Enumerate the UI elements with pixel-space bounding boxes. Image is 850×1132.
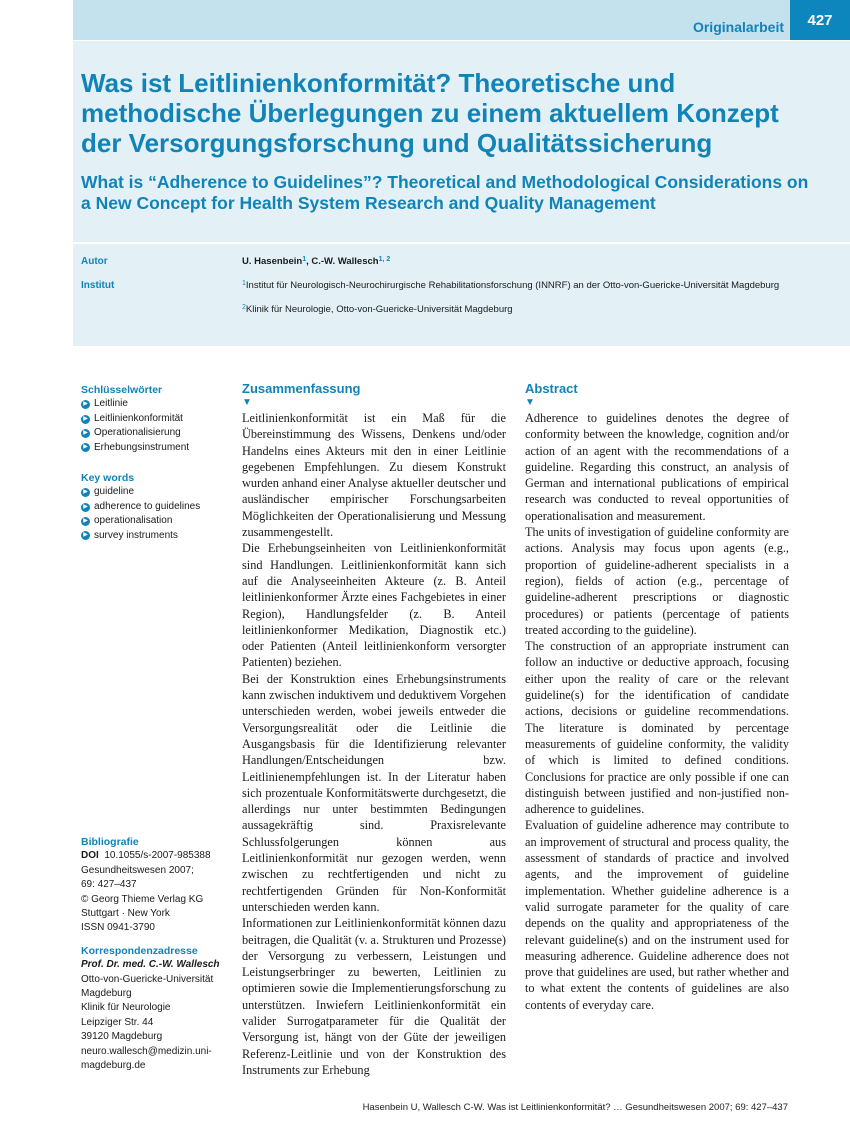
author-list	[242, 256, 802, 268]
institute-label: Institut	[81, 280, 115, 291]
biblio-line: Stuttgart · New York	[81, 908, 170, 920]
keyword-de-item: ▶ Erhebungsinstrument	[81, 441, 231, 455]
section-marker-icon: ▼	[242, 397, 252, 408]
page-number: 427	[790, 0, 850, 40]
keywords-en-heading: Key words	[81, 472, 135, 485]
author-separator: ,	[306, 256, 312, 267]
keyword-en-item: ▶ survey instruments	[81, 529, 231, 543]
biblio-line: Gesundheitswesen 2007;	[81, 864, 194, 876]
correspondence-line: Leipziger Str. 44	[81, 1016, 154, 1028]
keyword-en-item: ▶ guideline	[81, 485, 231, 499]
biblio-line: © Georg Thieme Verlag KG	[81, 893, 204, 905]
title-box	[73, 41, 850, 242]
correspondence-line: 39120 Magdeburg	[81, 1031, 163, 1043]
institute-1-number: 1	[242, 280, 246, 287]
zusammenfassung-body	[242, 410, 506, 1078]
author-box	[73, 244, 850, 346]
paragraph: Leitlinienkonformität ist ein Maß für die Übereinstimmung des Wissens, Denkens und/oder Handelns eines Akteurs mit den in einer Leitlinie gegebenen Empfehlungen. Zu diesem Konstrukt wurden anhand einer Analyse aktueller deutscher und ausländischer empirischer Forschungsarbeiten Möglichkeiten der Operationalisierung und Messung zusammengestellt.	[242, 411, 506, 540]
paragraph: Adherence to guidelines denotes the degree of conformity between the knowledge, cognition and/or action of an agent with the recommendations of a guideline. Regarding this construct, an analysis of German and international publications of empirical research was conducted to reveal opportunities of operationalisation and measurement.	[525, 411, 789, 523]
zusammenfassung-column	[242, 381, 506, 1078]
arrow-circle-icon: ▶	[81, 488, 90, 497]
arrow-circle-icon: ▶	[81, 443, 90, 452]
keyword-de-item: ▶ Leitlinienkonformität	[81, 412, 231, 426]
institute-2	[242, 304, 802, 316]
arrow-circle-icon: ▶	[81, 531, 90, 540]
article-title-german: Was ist Leitlinienkonformität? Theoretische und methodische Überlegungen zu einem aktuellem Konzept der Versorgungsforschung und Qualitätssicherung	[81, 68, 779, 158]
author-2: C.-W. Wallesch	[311, 256, 379, 267]
doi-line	[81, 849, 231, 863]
correspondence-line: Otto-von-Guericke-Universität	[81, 973, 214, 985]
paragraph: The construction of an appropriate instrument can follow an inductive or deductive approach, focusing either upon the reality of care or the relevant guideline(s) for the identification of candidate actions, decisions or guideline recommendations. The literature is dominated by percentage measurements of guideline conformity, the validity of which is limited to defined conditions. Conclusions for practice are only possible if one can distinguish between justified and non-justified non-adherence to guidelines.	[525, 639, 789, 817]
header-bar	[73, 0, 850, 40]
author-1-affiliation: 1	[302, 256, 307, 263]
keyword-en-item: ▶ operationalisation	[81, 514, 231, 528]
article-title-english: What is “Adherence to Guidelines”? Theoretical and Methodological Considerations on a New Concept for Health System Research and Quality Management	[81, 172, 809, 213]
keyword-de-item: ▶ Operationalisierung	[81, 426, 231, 440]
abstract-body	[525, 410, 789, 1013]
doi-link[interactable]: 10.1055/s-2007-985388	[104, 850, 211, 862]
paragraph: Bei der Konstruktion eines Erhebungsinstruments kann zwischen induktivem und deduktivem Vorgehen unterschieden werden, wobei jeweils entweder die Versorgungsrealität oder die Leitlinie die Ausgangsbasis für die Identifizierung relevanter Handlungen/Entscheidungen bzw. Leitlinienempfehlungen ist. In der Literatur haben sich prozentuale Konformitätswerte durchgesetzt, die allerdings nur unter bestimmten Bedingungen aussagekräftig sind. Praxisrelevante Schlussfolgerungen können aus Leitlinienkonformität nur gezogen werden, wenn zwischen zu rechtfertigenden und nicht zu rechtfertigenden Gründen für Non-Konformität unterschieden werden kann.	[242, 671, 506, 914]
correspondence-line: Magdeburg	[81, 988, 132, 1000]
email-link[interactable]: neuro.wallesch@medizin.uni-	[81, 1045, 212, 1057]
keywords-de-heading: Schlüsselwörter	[81, 384, 163, 396]
paragraph: Informationen zur Leitlinienkonformität können dazu beitragen, die Qualität (v. a. Strukturen und Prozesse) der Versorgung zu verbessern, Leistungen und Leistungserbringer zu bewerten, Leitlinien zu optimieren sowie die Implementierungsforschung zu unterstützen. Inwiefern Leitlinienkonformität ein valider Surrogatparameter für die Qualität der Versorgung ist, hängt von der Güte der jeweiligen Referenz-Leitlinie und von der Konstruktion des Instruments zur Erhebung	[242, 916, 506, 1077]
keywords-sidebar	[81, 383, 231, 543]
arrow-circle-icon: ▶	[81, 517, 90, 526]
section-marker-icon: ▼	[525, 397, 535, 408]
bibliography-heading: Bibliografie	[81, 836, 139, 848]
arrow-circle-icon: ▶	[81, 503, 90, 512]
arrow-circle-icon: ▶	[81, 429, 90, 438]
abstract-heading: Abstract	[525, 381, 578, 396]
correspondence-name: Prof. Dr. med. C.-W. Wallesch	[81, 959, 220, 971]
author-label: Autor	[81, 256, 108, 267]
keyword-de-item: ▶ Leitlinie	[81, 397, 231, 411]
arrow-circle-icon: ▶	[81, 415, 90, 424]
paragraph: The units of investigation of guideline conformity are actions. Analysis may focus upon agents (e.g., proportion of guideline-adherent specialists in a region), fields of action (e.g., percentage of guideline-adherent prescriptions or diagnostic procedures) or patients (percentage of patients treated according to the guideline).	[525, 525, 789, 637]
section-label: Originalarbeit	[692, 19, 784, 35]
doi-label: DOI	[81, 850, 99, 862]
author-2-affiliation: 1, 2	[378, 256, 391, 263]
zusammenfassung-heading: Zusammenfassung	[242, 381, 361, 396]
arrow-circle-icon: ▶	[81, 400, 90, 409]
bibliography-sidebar	[81, 835, 231, 1074]
biblio-line: ISSN 0941-3790	[81, 922, 155, 934]
biblio-line: 69: 427–437	[81, 879, 137, 891]
abstract-column	[525, 381, 789, 1013]
email-link-continued[interactable]: magdeburg.de	[81, 1060, 146, 1072]
page-footer: Hasenbein U, Wallesch C-W. Was ist Leitlinienkonformität? … Gesundheitswesen 2007; 69: 427–437	[362, 1102, 788, 1113]
institute-2-text: Klinik für Neurologie, Otto-von-Guericke-Universität Magdeburg	[245, 304, 513, 315]
keyword-en-item: ▶ adherence to guidelines	[81, 500, 231, 514]
paragraph: Die Erhebungseinheiten von Leitlinienkonformität sind Handlungen. Leitlinienkonformität kann sich auf die Analyseeinheiten Akteure (z. B. Anteil leitlinienkonformer Ärzte eines Fachgebietes in einer Region), Handlungsfelder (z. B. Anteil leitlinienkonformer Medikation, Diagnostik etc.) oder Patienten (Anteil leitlinienkonform versorgter Patienten) beziehen.	[242, 541, 506, 670]
institute-1	[242, 280, 802, 292]
author-1: U. Hasenbein	[242, 256, 303, 267]
correspondence-heading: Korrespondenzadresse	[81, 944, 198, 957]
correspondence-line: Klinik für Neurologie	[81, 1002, 171, 1014]
institute-2-number: 2	[242, 304, 246, 311]
paragraph: Evaluation of guideline adherence may contribute to an improvement of structural and process quality, the assessment of standards of practice and involved agents, and the improvement of guideline implementation. Whether guideline adherence is a valid surrogate parameter for the quality of care depends on the quality and appropriateness of the relevant guideline(s) and on the instrument used for measuring adherence. Guideline adherence does not prove that guidelines are used, but rather whether and to what extent the contents of guidelines are also contents of everyday care.	[525, 818, 789, 1012]
institute-1-text: Institut für Neurologisch-Neurochirurgische Rehabilitationsforschung (INNRF) an der Otto-von-Guericke-Universität Magdeburg	[245, 280, 780, 291]
